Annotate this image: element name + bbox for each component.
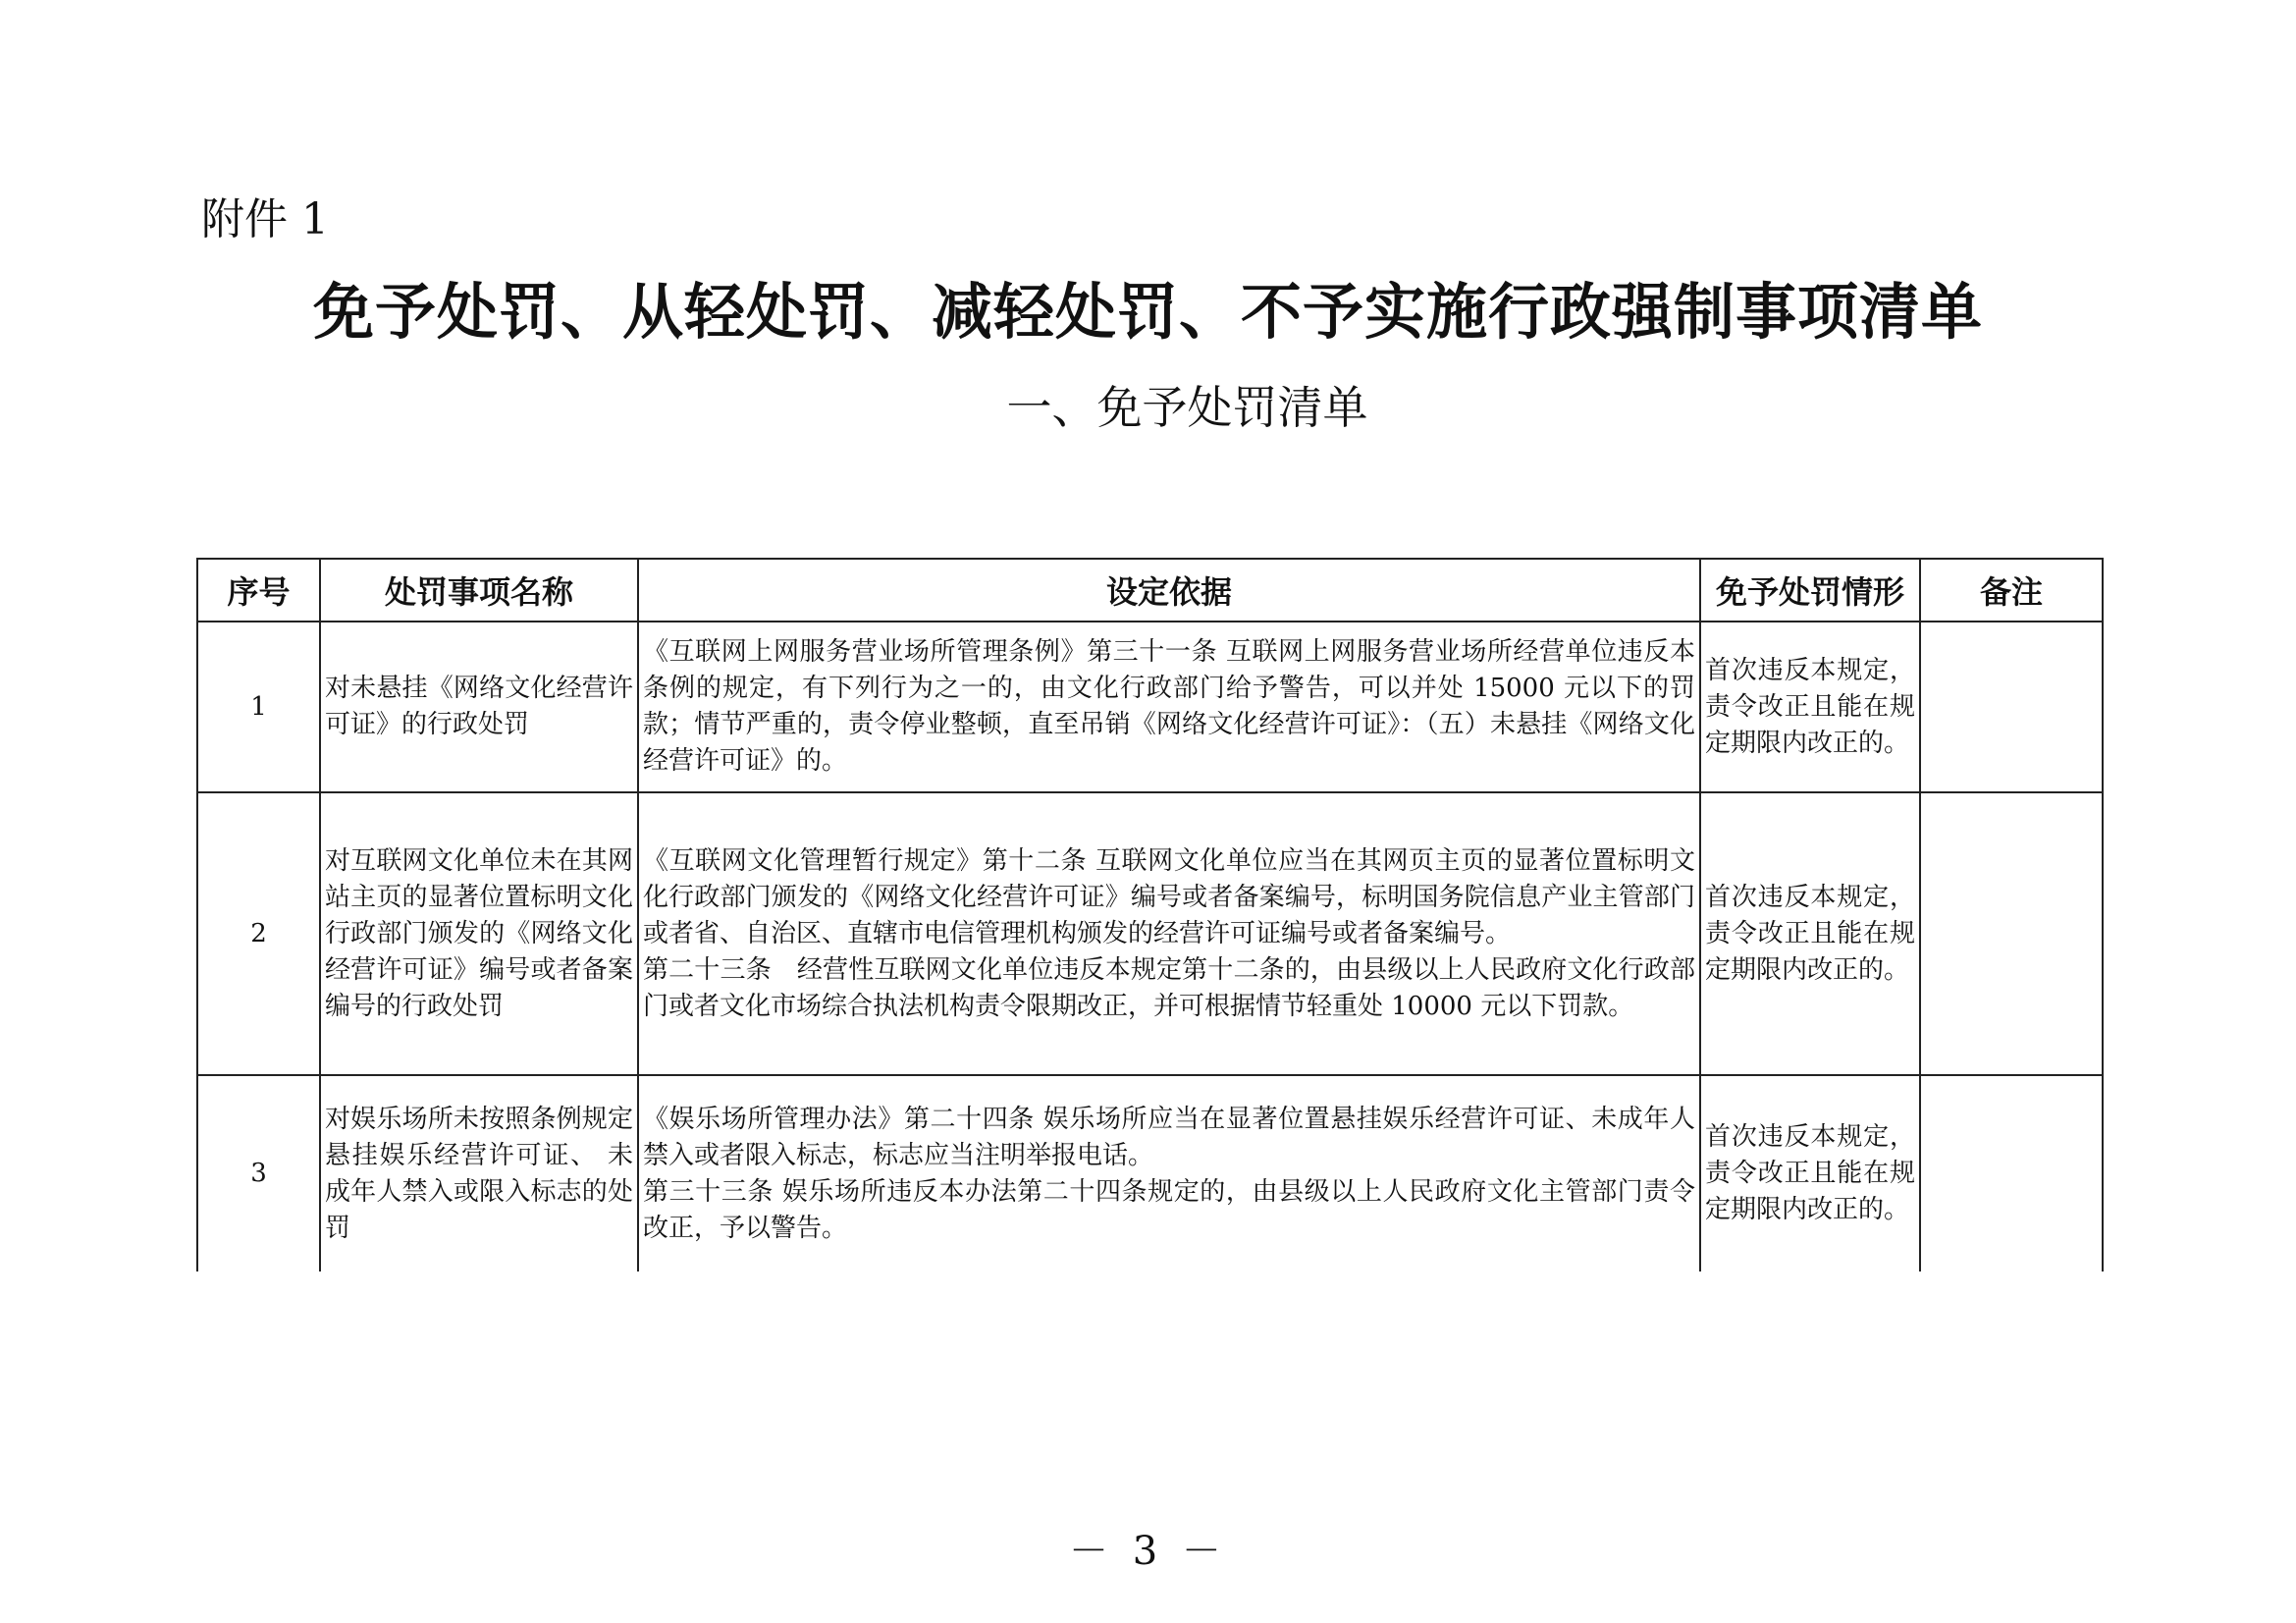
penalty-item-name: 对娱乐场所未按照条例规定悬挂娱乐经营许可证、 未成年人禁入或限入标志的处罚 [320, 1075, 638, 1271]
table-row [197, 622, 2103, 792]
section-title: 一、免予处罚清单 [1006, 381, 1368, 434]
exemption-table [196, 558, 2104, 1271]
row-number: 1 [197, 622, 320, 792]
remark [1920, 622, 2103, 792]
remark [1920, 1075, 2103, 1271]
exemption-circumstance: 首次违反本规定，责令改正且能在规定期限内改正的。 [1700, 1075, 1920, 1271]
legal-basis-paragraph: 《娱乐场所管理办法》第二十四条 娱乐场所应当在显著位置悬挂娱乐经营许可证、未成年人禁入或者限入标志，标志应当注明举报电话。 [643, 1104, 1695, 1170]
page-number: － 3 － [1069, 1529, 1227, 1574]
column-header-circumstance: 免予处罚情形 [1700, 559, 1920, 622]
document-title: 免予处罚、从轻处罚、减轻处罚、不予实施行政强制事项清单 [312, 276, 1983, 348]
column-header-no: 序号 [197, 559, 320, 622]
legal-basis [638, 622, 1700, 792]
legal-basis-paragraph: 《互联网文化管理暂行规定》第十二条 互联网文化单位应当在其网页主页的显著位置标明文化行政部门颁发的《网络文化经营许可证》编号或者备案编号，标明国务院信息产业主管部门或者省、自治区、直辖市电信管理机构颁发的经营许可证编号或者备案编号。 [643, 845, 1695, 948]
legal-basis [638, 792, 1700, 1075]
column-header-remark: 备注 [1920, 559, 2103, 622]
legal-basis-paragraph: 《互联网上网服务营业场所管理条例》第三十一条 互联网上网服务营业场所经营单位违反本条例的规定，有下列行为之一的，由文化行政部门给予警告，可以并处 15000 元以下的罚款；情节严重的，责令停业整顿，直至吊销《网络文化经营许可证》：（五）未悬挂《网络文化经营许可证》的。 [643, 637, 1695, 776]
table-header-row [197, 559, 2103, 622]
penalty-item-name: 对互联网文化单位未在其网站主页的显著位置标明文化行政部门颁发的《网络文化经营许可证》编号或者备案编号的行政处罚 [320, 792, 638, 1075]
row-number: 3 [197, 1075, 320, 1271]
table-row [197, 792, 2103, 1075]
exemption-circumstance: 首次违反本规定，责令改正且能在规定期限内改正的。 [1700, 792, 1920, 1075]
column-header-name: 处罚事项名称 [320, 559, 638, 622]
table-row [197, 1075, 2103, 1271]
column-header-basis: 设定依据 [638, 559, 1700, 622]
legal-basis [638, 1075, 1700, 1271]
exemption-circumstance: 首次违反本规定，责令改正且能在规定期限内改正的。 [1700, 622, 1920, 792]
remark [1920, 792, 2103, 1075]
penalty-item-name: 对未悬挂《网络文化经营许可证》的行政处罚 [320, 622, 638, 792]
attachment-label: 附件 1 [201, 194, 329, 244]
legal-basis-paragraph: 第三十三条 娱乐场所违反本办法第二十四条规定的，由县级以上人民政府文化主管部门责令改正，予以警告。 [643, 1176, 1695, 1243]
row-number: 2 [197, 792, 320, 1075]
legal-basis-paragraph: 第二十三条 经营性互联网文化单位违反本规定第十二条的，由县级以上人民政府文化行政部门或者文化市场综合执法机构责令限期改正，并可根据情节轻重处 10000 元以下罚款。 [643, 954, 1695, 1021]
